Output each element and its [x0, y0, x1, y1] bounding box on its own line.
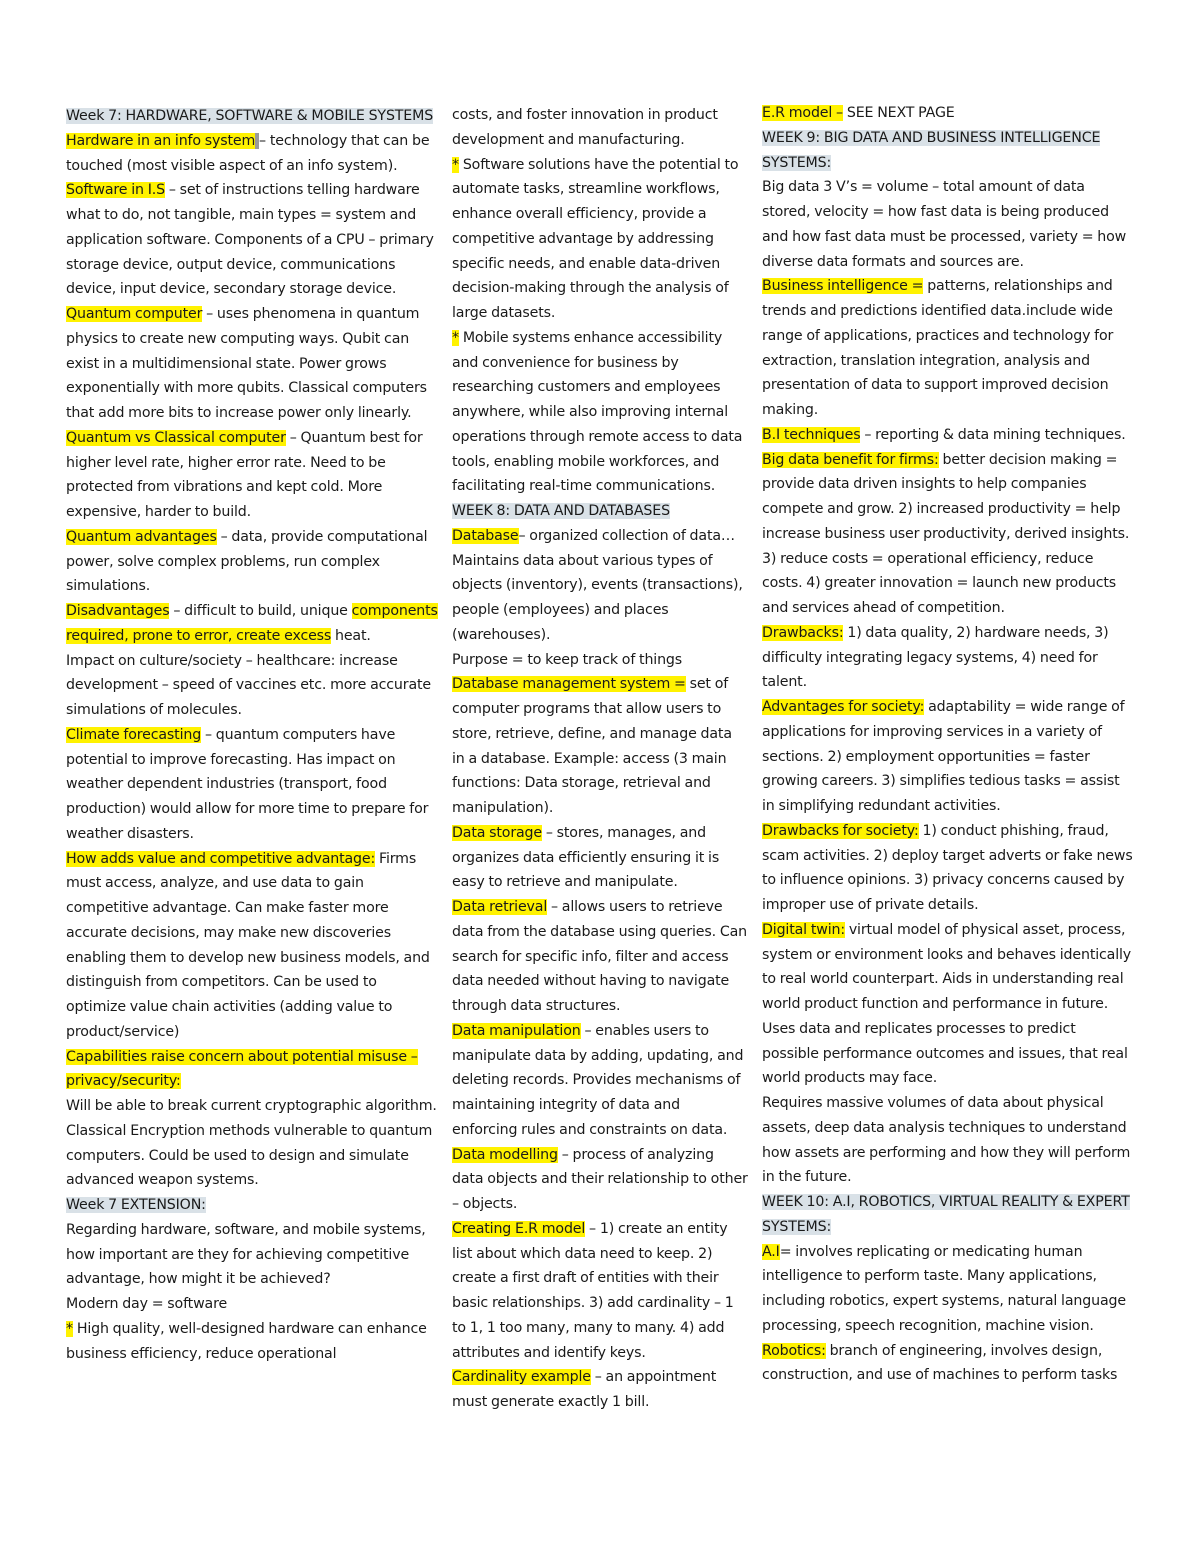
- col1-paragraph: [66, 1045, 440, 1095]
- col3-paragraph: [762, 448, 1136, 621]
- col2-paragraph: [452, 672, 748, 821]
- body-text: – stores, manages, and organizes data efficiently ensuring it is easy to retrieve and manipulate.: [452, 824, 720, 891]
- highlighted-term: Business intelligence =: [762, 278, 924, 295]
- highlighted-term: *: [452, 329, 459, 346]
- highlighted-term: Data storage: [452, 824, 542, 841]
- body-text: – enables users to manipulate data by adding, updating, and deleting records. Provides mechanisms of maintaining integrity of data and enforcing rules and constraints on data.: [452, 1022, 744, 1138]
- highlighted-term: Capabilities raise concern about potential misuse – privacy/security:: [66, 1048, 418, 1090]
- col2-paragraph: [452, 153, 748, 326]
- body-text: Impact on culture/society – healthcare: increase development – speed of vaccines etc. more accurate simulations of molecules.: [66, 652, 431, 718]
- highlighted-term: Disadvantages: [66, 603, 170, 619]
- highlighted-term: A.I: [762, 1243, 780, 1260]
- section-heading: WEEK 8: DATA AND DATABASES: [452, 503, 670, 519]
- col2-paragraph: [452, 895, 748, 1019]
- col1-paragraph: [66, 178, 440, 302]
- col2-paragraph: [452, 1217, 748, 1366]
- body-text: High quality, well-designed hardware can enhance business efficiency, reduce operational: [66, 1320, 427, 1362]
- column-left: [66, 104, 440, 1366]
- col3-paragraph: [762, 621, 1136, 695]
- highlighted-term: Quantum computer: [66, 306, 203, 322]
- section-heading: WEEK 10: A.I, ROBOTICS, VIRTUAL REALITY & EXPERT SYSTEMS:: [762, 1194, 1130, 1235]
- col3-paragraph: [762, 1190, 1136, 1240]
- col2-paragraph: [452, 326, 748, 499]
- highlighted-term: Software in I.S: [66, 182, 165, 199]
- body-text: – organized collection of data… Maintains data about various types of objects (inventory), events (transactions), people (employees) and places (warehouses).: [452, 527, 743, 643]
- body-text: patterns, relationships and trends and predictions identified data.include wide range of applications, practices and technology for extraction, translation integration, analysis and presentation of data to support improved decision making.: [762, 278, 1114, 418]
- col1-paragraph: [66, 723, 440, 847]
- body-text: virtual model of physical asset, process, system or environment looks and behaves identically to real world counterpart. Aids in understanding real world product function and performance in future. Uses data and replicates processes to predict possible performance outcomes and issues, that real world products may face.: [762, 921, 1132, 1087]
- col1-paragraph: [66, 1094, 440, 1193]
- highlighted-term: Data retrieval: [452, 899, 548, 915]
- body-text: costs, and foster innovation in product development and manufacturing.: [452, 107, 718, 148]
- highlighted-term: Data manipulation: [452, 1022, 581, 1039]
- highlighted-term: How adds value and competitive advantage:: [66, 850, 376, 867]
- highlighted-term: Hardware in an info system: [66, 132, 256, 149]
- highlighted-term: components required, prone to error, create excess: [66, 603, 438, 644]
- col2-paragraph: [452, 103, 748, 153]
- body-text: Modern day = software: [66, 1296, 228, 1312]
- body-text: Requires massive volumes of data about physical assets, deep data analysis techniques to understand how assets are performing and how they will perform in the future.: [762, 1095, 1131, 1186]
- highlighted-term: *: [66, 1320, 73, 1337]
- body-text: Big data 3 V’s = volume – total amount of data stored, velocity = how fast data is being produced and how fast data must be processed, variety = how diverse data formats and sources are.: [762, 179, 1127, 270]
- body-text: – 1) create an entity list about which data need to keep. 2) create a first draft of entities with their basic relationships. 3) add cardinality – 1 to 1, 1 too many, many to many. 4) add attributes and identify keys.: [452, 1220, 734, 1361]
- highlighted-term: Cardinality example: [452, 1369, 591, 1386]
- highlighted-term: Creating E.R model: [452, 1220, 586, 1237]
- highlighted-term: E.R model –: [762, 105, 843, 121]
- body-text: adaptability = wide range of applications for improving services in a variety of sections. 2) employment opportunities = faster growing careers. 3) simplifies tedious tasks = assist in simplifying redundant activities.: [762, 699, 1125, 814]
- body-text: Firms must access, analyze, and use data to gain competitive advantage. Can make faster more accurate decisions, may make new discoveries enabling them to develop new business models, and distinguish from competitors. Can be used to optimize value chain activities (adding value to product/service): [66, 850, 430, 1040]
- highlighted-term: Digital twin:: [762, 921, 845, 938]
- highlighted-term: Data modelling: [452, 1146, 558, 1163]
- body-text: – set of instructions telling hardware what to do, not tangible, main types = system and application software. Components of a CPU – primary storage device, output device, communications device, input device, secondary storage device.: [66, 182, 434, 298]
- col2-paragraph: [452, 1019, 748, 1143]
- body-text: – allows users to retrieve data from the database using queries. Can search for specific info, filter and access data needed without having to navigate through data structures.: [452, 899, 747, 1014]
- highlighted-term: Advantages for society:: [762, 699, 925, 715]
- body-text: – quantum computers have potential to improve forecasting. Has impact on weather dependent industries (transport, food production) would allow for more time to prepare for weather disasters.: [66, 726, 429, 842]
- body-text: – process of analyzing data objects and their relationship to other – objects.: [452, 1146, 748, 1212]
- col1-paragraph: [66, 129, 440, 179]
- col3-paragraph: [762, 175, 1136, 274]
- body-text: – reporting & data mining techniques.: [860, 426, 1126, 443]
- body-text: = involves replicating or medicating human intelligence to perform taste. Many applications, including robotics, expert systems, natural language processing, speech recognition, machine vision.: [762, 1243, 1126, 1334]
- col3-paragraph: [762, 918, 1136, 1091]
- col3-paragraph: [762, 819, 1136, 918]
- highlighted-term: Quantum advantages: [66, 528, 217, 545]
- col2-paragraph: [452, 1365, 748, 1415]
- highlighted-term: Robotics:: [762, 1342, 826, 1359]
- section-heading: WEEK 9: BIG DATA AND BUSINESS INTELLIGENCE SYSTEMS:: [762, 129, 1101, 171]
- col1-paragraph: [66, 1317, 440, 1367]
- highlighted-term: Climate forecasting: [66, 726, 202, 743]
- col3-paragraph: [762, 274, 1136, 423]
- body-text: 1) data quality, 2) hardware needs, 3) difficulty integrating legacy systems, 4) need for talent.: [762, 624, 1109, 691]
- body-text: – technology that can be touched (most visible aspect of an info system).: [66, 132, 430, 174]
- body-text: 1) conduct phishing, fraud, scam activities. 2) deploy target adverts or fake news to influence opinions. 3) privacy concerns caused by improper use of private details.: [762, 822, 1133, 913]
- col2-paragraph: [452, 1143, 748, 1217]
- section-heading: Week 7: HARDWARE, SOFTWARE & MOBILE SYSTEMS: [66, 108, 434, 124]
- col3-paragraph: [762, 695, 1136, 819]
- section-heading: Week 7 EXTENSION:: [66, 1197, 206, 1213]
- col1-paragraph: [66, 302, 440, 426]
- body-text: – uses phenomena in quantum physics to create new computing ways. Qubit can exist in a multidimensional state. Power grows exponentially with more qubits. Classical computers that add more bits to increase power only linearly.: [66, 306, 427, 421]
- col3-paragraph: [762, 423, 1136, 448]
- col1-paragraph: [66, 599, 440, 649]
- body-text: set of computer programs that allow users to store, retrieve, define, and manage data in a database. Example: access (3 main functions: Data storage, retrieval and manipulation).: [452, 676, 732, 816]
- col2-paragraph: [452, 821, 748, 895]
- body-text: Software solutions have the potential to automate tasks, streamline workflows, enhance overall efficiency, provide a competitive advantage by addressing specific needs, and enable data-driven decision-making through the analysis of large datasets.: [452, 156, 739, 321]
- body-text: Mobile systems enhance accessibility and convenience for business by researching customers and employees anywhere, while also improving internal operations through remote access to data tools, enabling mobile workforces, and facilitating real-time communications.: [452, 329, 743, 495]
- body-text: Will be able to break current cryptographic algorithm. Classical Encryption methods vulnerable to quantum computers. Could be used to design and simulate advanced weapon systems.: [66, 1098, 437, 1189]
- highlighted-term: Database management system =: [452, 676, 686, 693]
- body-text: – data, provide computational power, solve complex problems, run complex simulations.: [66, 528, 428, 595]
- col1-paragraph: [66, 104, 440, 129]
- col3-paragraph: [762, 101, 1136, 126]
- body-text: – an appointment must generate exactly 1 bill.: [452, 1369, 717, 1410]
- highlighted-term: Drawbacks for society:: [762, 822, 919, 839]
- col3-paragraph: [762, 1339, 1136, 1389]
- col1-paragraph: [66, 649, 440, 723]
- body-text: Purpose = to keep track of things: [452, 651, 683, 668]
- col1-paragraph: [66, 1292, 440, 1317]
- body-text: SEE NEXT PAGE: [842, 105, 955, 121]
- highlighted-term: Drawbacks:: [762, 624, 844, 641]
- body-text: branch of engineering, involves design, construction, and use of machines to perform tasks: [762, 1342, 1118, 1384]
- column-right: [762, 101, 1136, 1388]
- col2-paragraph: [452, 524, 748, 648]
- body-text: Regarding hardware, software, and mobile systems, how important are they for achieving competitive advantage, how might it be achieved?: [66, 1221, 426, 1288]
- highlighted-term: Database: [452, 527, 519, 544]
- col1-paragraph: [66, 426, 440, 525]
- highlighted-term: B.I techniques: [762, 426, 861, 443]
- highlighted-term: Quantum vs Classical computer: [66, 429, 286, 446]
- col3-paragraph: [762, 1240, 1136, 1339]
- body-text: – Quantum best for higher level rate, higher error rate. Need to be protected from vibrations and kept cold. More expensive, harder to build.: [66, 429, 423, 520]
- col3-paragraph: [762, 126, 1136, 176]
- col2-paragraph: [452, 499, 748, 524]
- col2-paragraph: [452, 648, 748, 673]
- col1-paragraph: [66, 1193, 440, 1218]
- column-middle: [452, 103, 748, 1415]
- body-text: heat.: [331, 627, 371, 644]
- col3-paragraph: [762, 1091, 1136, 1190]
- body-text: – difficult to build, unique: [169, 603, 352, 619]
- col1-paragraph: [66, 847, 440, 1045]
- body-text: better decision making = provide data driven insights to help companies compete and grow. 2) increased productivity = help increase business user productivity, derived insights. 3) reduce costs = operational efficiency, reduce costs. 4) greater innovation = launch new products and services ahead of competition.: [762, 451, 1130, 616]
- col1-paragraph: [66, 1218, 440, 1292]
- highlighted-term: *: [452, 156, 459, 173]
- col1-paragraph: [66, 525, 440, 599]
- highlighted-term: Big data benefit for firms:: [762, 451, 939, 468]
